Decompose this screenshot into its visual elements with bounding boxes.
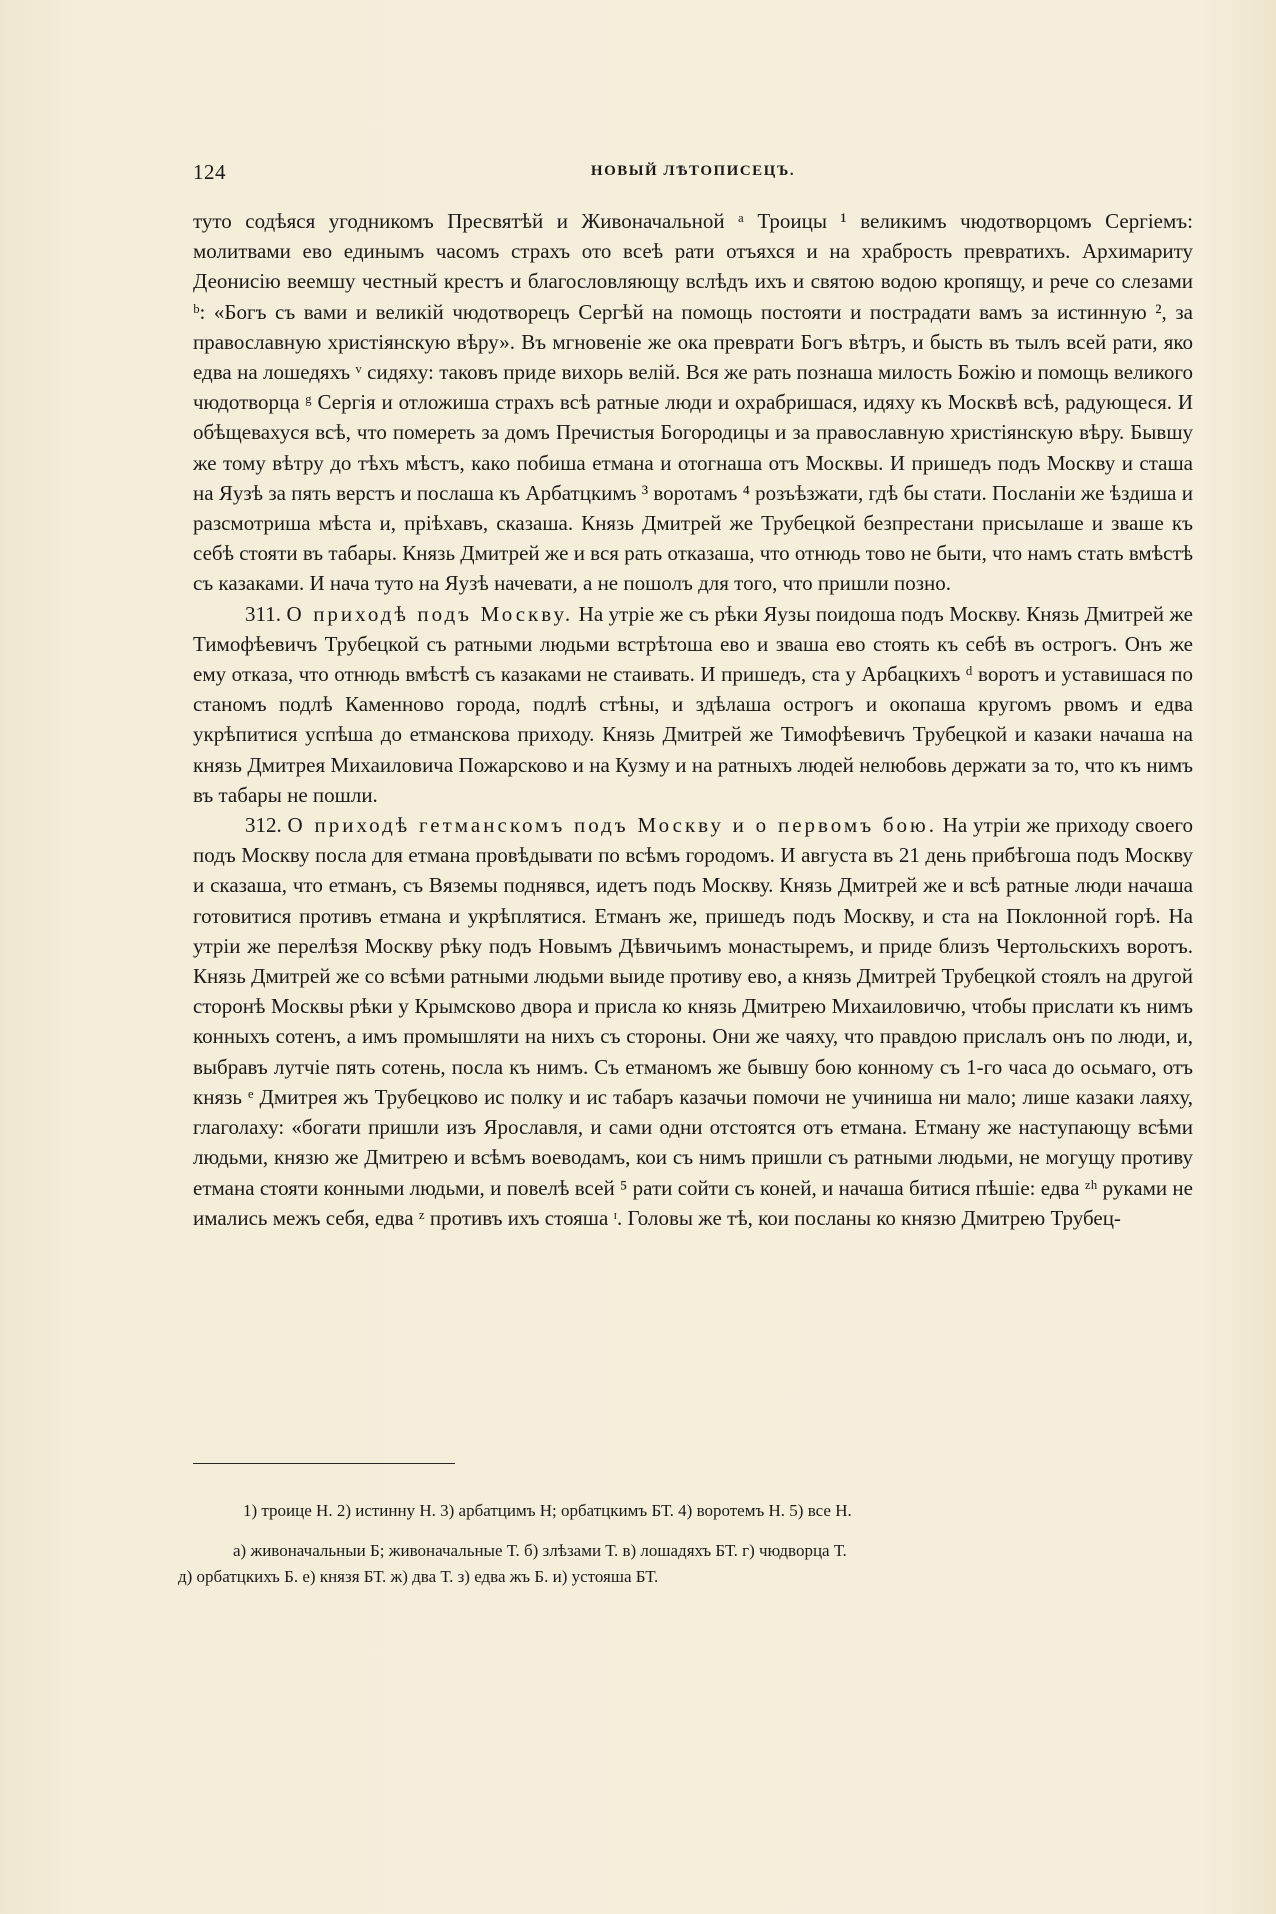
body-text (193, 206, 1193, 1233)
footnote-divider (193, 1463, 455, 1464)
footnotes-letters-line-1: а) живоначальныи Б; живоначальные Т. б) злѣзами Т. в) лошадяхъ БТ. г) чюдворца Т. (233, 1541, 847, 1560)
footnotes-letters-line-2: д) орбатцкихъ Б. е) князя БТ. ж) два Т. з) едва жъ Б. и) устояша БТ. (178, 1567, 659, 1586)
section-text-312: На утріи же приходу своего подъ Москву посла для етмана провѣдывати по всѣмъ городомъ. И августа въ 21 день прибѣгоша подъ Москву и сказаша, что етманъ, съ Вяземы поднявся, идетъ подъ Москву. Князь Дмитрей же и всѣ ратные люди начаша готовитися противъ етмана и укрѣплятися. Етманъ же, пришедъ подъ Москву, и ста на Поклонной горѣ. На утріи же перелѣзя Москву рѣку подъ Новымъ Дѣвичьимъ монастыремъ, и приде близъ Чертольскихъ воротъ. Князь Дмитрей же со всѣми ратными людьми выиде противу ево, а князь Дмитрей Трубецкой стоялъ на другой сторонѣ Москвы рѣки у Крымсково двора и присла ко князь Дмитрею Михаиловичю, чтобы прислати къ нимъ конныхъ сотенъ, а имъ промышляти на нихъ съ стороны. Они же чаяху, что правдою прислалъ онъ по люди, и, выбравъ лутчіе пять сотень, посла къ нимъ. Съ етманомъ же бывшу бою конному съ 1-го часа до осьмаго, отъ князь ᵉ Дмитрея жъ Трубецково ис полку и ис табаръ казачьи помочи не учиниша ни мало; лише казаки лаяху, глаголаху: «богати пришли изъ Ярославля, и сами одни отстоятся отъ етмана. Етману же наступающу всѣми людьми, князю же Дмитрею и всѣмъ воеводамъ, кои съ нимъ пришли съ ратными людьми, не могущу противу етмана стояти конными людьми, и повелѣ всей ⁵ рати сойти съ коней, и начаша битися пѣшіе: едва ᶻʰ руками не имались межъ себя, едва ᶻ противъ ихъ стояша ᶦ. Головы же тѣ, кои посланы ко князю Дмитрею Трубец- (193, 813, 1193, 1230)
page-header (193, 160, 1193, 188)
footnotes-numeric: 1) троице Н. 2) истинну Н. 3) арбатцимъ Н; орбатцкимъ БТ. 4) воротемъ Н. 5) все Н. (243, 1501, 852, 1520)
section-number-312: 312. (245, 813, 288, 838)
section-number-311: 311. (245, 601, 287, 626)
section-text-311: На утріе же съ рѣки Яузы поидоша подъ Москву. Князь Дмитрей же Тимофѣевичъ Трубецкой съ ратными людьми встрѣтоша ево и зваша ево стоять къ себѣ въ острогъ. Онъ же ему отказа, что отнюдь вмѣстѣ съ казаками не стаивать. И пришедъ, ста у Арбацкихъ ᵈ воротъ и уставишася по станомъ подлѣ Каменново города, подлѣ стѣны, и здѣлаша острогъ и окопаша кругомъ рвомъ и едва укрѣпитися успѣша до етманскова приходу. Князь Дмитрей же Тимофѣевичъ Трубецкой и казаки начаша на князь Дмитрея Михаиловича Пожарсково и на Кузму и на ратныхъ людей нелюбовь держати за то, что къ нимъ въ табары не пошли. (193, 601, 1194, 807)
paragraph-1: туто содѣяся угодникомъ Пресвятѣй и Живоначальной ᵃ Троицы ¹ великимъ чюдотворцомъ Сергіемъ: молитвами ево единымъ часомъ страхъ ото всеѣ рати отъяхся и на храбрость превратихъ. Архимариту Деонисію веемшу честный крестъ и благословляющу вслѣдъ ихъ и святою водою кропящу, и рече со слезами ᵇ: «Богъ съ вами и великій чюдотворецъ Сергѣй на помощь постояти и пострадати вамъ за истинную ², за православную христіянскую вѣру». Въ мгновеніе же ока преврати Богъ вѣтръ, и бысть въ тылъ всей рати, яко едва на лошедяхъ ᵛ сидяху: таковъ приде вихорь велій. Вся же рать познаша милость Божію и помощь великого чюдотворца ᵍ Сергія и отложиша страхъ всѣ ратные люди и охрабришася, идяху къ Москвѣ всѣ, радующеся. И обѣщевахуся всѣ, что помереть за домъ Пречистыя Богородицы и за православную христіянскую вѣру. Бывшу же тому вѣтру до тѣхъ мѣстъ, како побиша етмана и отогнаша отъ Москвы. И пришедъ подъ Москву и сташа на Яузѣ за пять верстъ и послаша къ Арбатцкимъ ³ воротамъ ⁴ розъѣзжати, гдѣ бы стати. Посланіи же ѣздиша и разсмотриша мѣста и, пріѣхавъ, сказаша. Князь Дмитрей же Трубецкой безпрестани присылаше и зваше къ себѣ стояти въ табары. Князь Дмитрей же и вся рать отказаша, что отнюдь тово не быти, что намъ стать вмѣстѣ съ казаками. И нача туто на Яузѣ начевати, а не пошолъ для того, что пришли позно. (193, 209, 1193, 596)
section-heading-311: О приходѣ подъ Москву. (286, 601, 574, 626)
page-number: 124 (193, 160, 226, 184)
footnotes (178, 1498, 1208, 1590)
paragraph-312 (193, 810, 1193, 1233)
running-title: НОВЫЙ ЛѢТОПИСЕЦЪ. (590, 163, 796, 179)
paragraph-311 (193, 599, 1193, 810)
section-heading-312: О приходѣ гетманскомъ подъ Москву и о первомъ бою. (287, 813, 937, 838)
